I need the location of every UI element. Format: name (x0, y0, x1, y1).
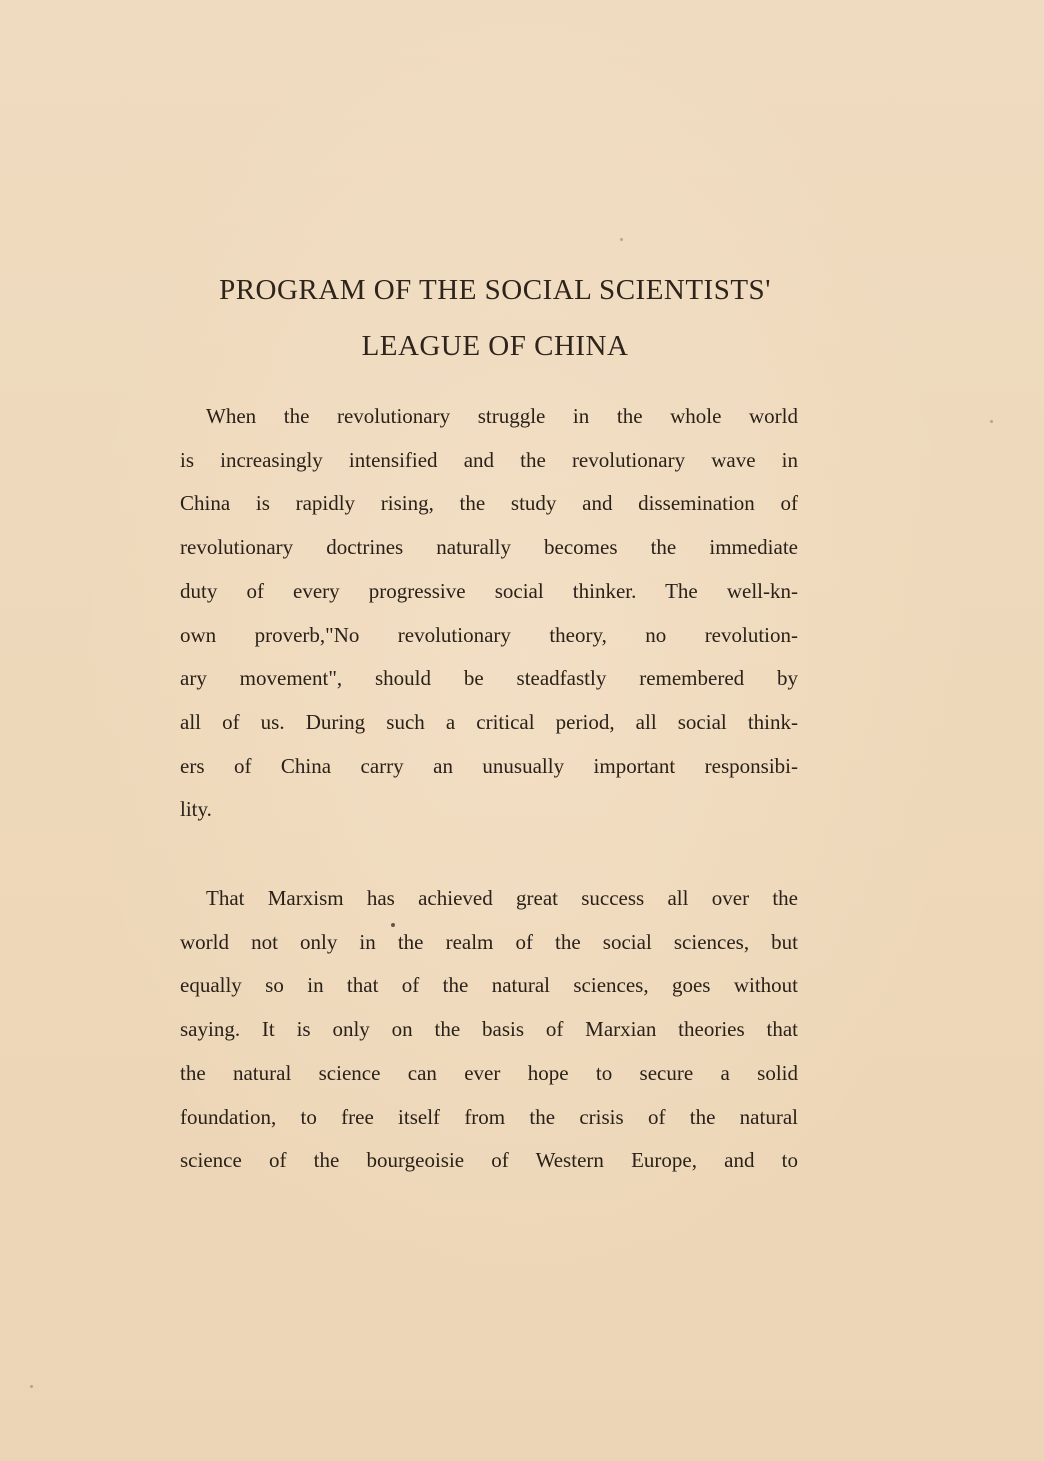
paper-speck (30, 1385, 33, 1388)
title-line-1: PROGRAM OF THE SOCIAL SCIENTISTS' (219, 274, 771, 306)
paragraph-line: revolutionary doctrines naturally becomes the immediate (180, 535, 798, 560)
paper-speck (620, 238, 623, 241)
paragraph-line: equally so in that of the natural sciences, goes without (180, 973, 798, 998)
paragraph-line: ers of China carry an unusually important responsibi- (180, 753, 798, 778)
paragraph-line: foundation, to free itself from the crisis of the natural (180, 1104, 798, 1129)
paragraph-line: science of the bourgeoisie of Western Europe, and to (180, 1148, 798, 1173)
paragraph-line: world not only in the realm of the social sciences, but (180, 929, 798, 954)
paragraph-line: ary movement", should be steadfastly remembered by (180, 666, 798, 691)
paragraph-line: duty of every progressive social thinker. The well-kn- (180, 578, 798, 603)
paragraph-line: China is rapidly rising, the study and dissemination of (180, 491, 798, 516)
paragraph-line: the natural science can ever hope to secure a solid (180, 1060, 798, 1085)
paragraph-line: That Marxism has achieved great success all over the (206, 886, 798, 910)
document-title (0, 262, 990, 374)
paragraph-line: all of us. During such a critical period, all social think- (180, 709, 798, 734)
paragraph-1 (180, 395, 798, 832)
paper-speck (990, 420, 993, 423)
paragraph-line: lity. (180, 797, 212, 822)
paragraph-line: is increasingly intensified and the revolutionary wave in (180, 447, 798, 472)
paragraph-line: own proverb,"No revolutionary theory, no revolution- (180, 622, 798, 647)
paragraph-line: saying. It is only on the basis of Marxian theories that (180, 1017, 798, 1042)
paragraph-2 (180, 877, 798, 1183)
paragraph-line: When the revolutionary struggle in the whole world (206, 404, 798, 428)
title-line-2: LEAGUE OF CHINA (361, 330, 629, 362)
